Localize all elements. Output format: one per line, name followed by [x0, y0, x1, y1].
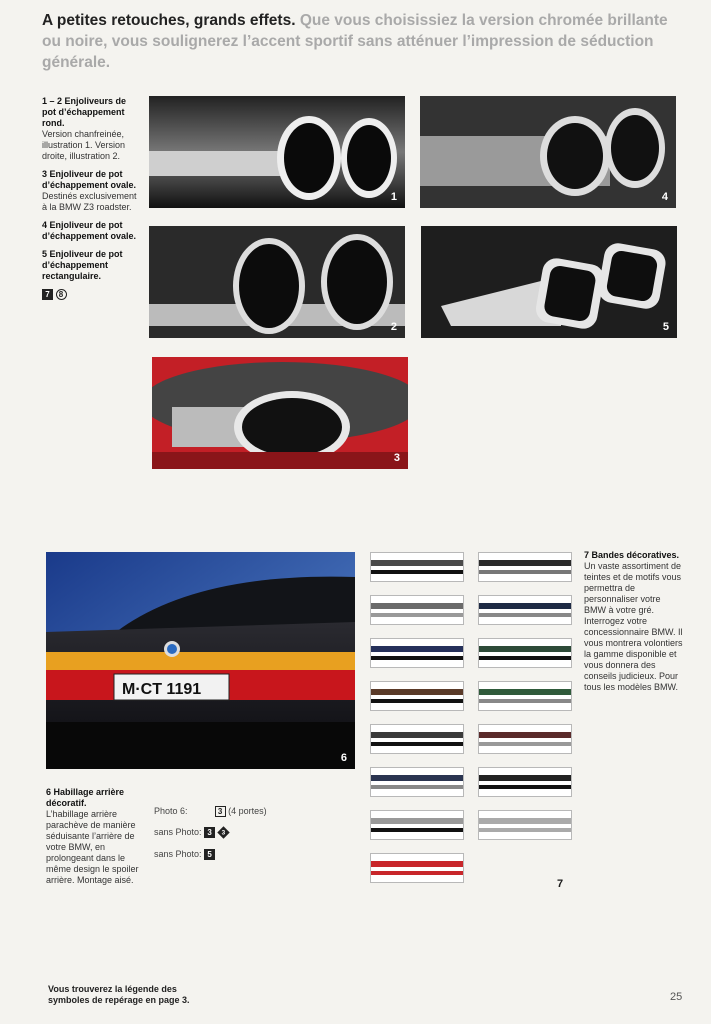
- color-swatch: [370, 724, 464, 754]
- headline-main: A petites retouches, grands effets.: [42, 12, 296, 29]
- caption-3-body: Destinés exclusivement à la BMW Z3 roadster.: [42, 191, 137, 212]
- photo6-ref-2: [154, 827, 229, 838]
- stripe-secondary: [371, 742, 463, 746]
- caption-7: [584, 550, 684, 693]
- color-swatch: [370, 810, 464, 840]
- ref-label: Photo 6:: [154, 806, 188, 816]
- stripe-secondary: [371, 613, 463, 617]
- color-swatch: [370, 767, 464, 797]
- stripe-primary: [479, 646, 571, 652]
- color-swatch: [478, 595, 572, 625]
- color-swatch: [370, 595, 464, 625]
- stripe-secondary: [371, 785, 463, 789]
- license-plate: M·CT 1191: [122, 681, 202, 698]
- photo6-ref-1: [154, 806, 267, 817]
- photo-number: 1: [390, 191, 397, 203]
- photo-2-exhaust-round-straight: [149, 226, 405, 338]
- stripe-secondary: [371, 871, 463, 875]
- caption-4-title: 4 Enjoliveur de pot d’échappement ovale.: [42, 220, 137, 241]
- bmw-rear-image: [46, 552, 355, 769]
- photo6-ref-3: [154, 849, 215, 860]
- exhaust-image-5: [421, 226, 677, 338]
- stripe-primary: [371, 646, 463, 652]
- symbol-square: 5: [204, 849, 215, 860]
- photo-number: 5: [662, 321, 669, 333]
- swatch-figure-number: 7: [557, 878, 564, 890]
- color-swatch: [370, 552, 464, 582]
- stripe-primary: [479, 732, 571, 738]
- symbol-diamond: 3: [217, 826, 229, 838]
- ref-text: (4 portes): [228, 806, 267, 816]
- stripe-secondary: [479, 699, 571, 703]
- stripe-primary: [371, 560, 463, 566]
- stripe-secondary: [479, 742, 571, 746]
- exhaust-image-2: [149, 226, 405, 338]
- color-swatch: [478, 767, 572, 797]
- stripe-primary: [371, 775, 463, 781]
- color-swatch: [370, 681, 464, 711]
- color-swatch: [370, 853, 464, 883]
- headline-sub: Que vous choisissiez la version chromée brillante ou noire, vous soulignerez l’accent sportif sans atténuer l’impression de séduction générale.: [42, 12, 668, 71]
- stripe-primary: [479, 560, 571, 566]
- stripe-primary: [371, 861, 463, 867]
- stripe-primary: [479, 603, 571, 609]
- stripe-secondary: [371, 656, 463, 660]
- photo-6-rear-trim: [46, 552, 355, 769]
- stripe-primary: [371, 818, 463, 824]
- caption-1-2-title: 1 – 2 Enjoliveurs de pot d’échappement rond.: [42, 96, 127, 128]
- photo-number: 3: [393, 452, 400, 464]
- stripe-secondary: [479, 828, 571, 832]
- caption-6-title: 6 Habillage arrière décoratif.: [46, 787, 125, 808]
- stripe-primary: [371, 603, 463, 609]
- stripe-secondary: [479, 785, 571, 789]
- caption-6: [46, 787, 146, 886]
- stripe-secondary: [479, 613, 571, 617]
- photo-1-exhaust-round-chamfered: [149, 96, 405, 208]
- exhaust-image-1: [149, 96, 405, 208]
- stripe-secondary: [371, 570, 463, 574]
- stripe-primary: [479, 818, 571, 824]
- photo-number: 6: [340, 752, 347, 764]
- caption-7-title: 7 Bandes décoratives.: [584, 550, 680, 560]
- caption-5-title: 5 Enjoliveur de pot d’échappement rectangulaire.: [42, 249, 123, 281]
- page-number: 25: [670, 991, 683, 1003]
- stripe-secondary: [479, 656, 571, 660]
- ref-label: sans Photo:: [154, 827, 202, 837]
- headline: [42, 10, 672, 73]
- photo-5-exhaust-rectangular: [421, 226, 677, 338]
- stripe-secondary: [371, 699, 463, 703]
- color-swatch: [478, 724, 572, 754]
- stripe-secondary: [479, 570, 571, 574]
- symbol-row: [42, 289, 142, 300]
- footer-note: Vous trouverez la légende des symboles de repérage en page 3.: [48, 984, 190, 1005]
- color-swatch: [478, 810, 572, 840]
- color-swatch: [478, 638, 572, 668]
- stripe-secondary: [371, 828, 463, 832]
- ref-label: sans Photo:: [154, 849, 202, 859]
- caption-3-title: 3 Enjoliveur de pot d’échappement ovale.: [42, 169, 137, 190]
- caption-7-body: Un vaste assortiment de teintes et de motifs vous permettra de personnaliser votre BMW à votre gré. Interrogez votre concessionnaire BMW. Il vous montrera volontiers la gamme disponible et vous donnera des conseils judicieux. Pour tous les modèles BMW.: [584, 561, 683, 692]
- symbol-circle: 8: [56, 289, 67, 300]
- captions-exhaust: [42, 96, 142, 300]
- symbol-square: 3: [204, 827, 215, 838]
- stripe-primary: [479, 689, 571, 695]
- photo-4-exhaust-oval: [420, 96, 676, 208]
- photo-number: 2: [390, 321, 397, 333]
- photo-3-exhaust-oval-z3: [152, 357, 408, 469]
- stripe-primary: [479, 775, 571, 781]
- color-swatch: [370, 638, 464, 668]
- exhaust-image-3: [152, 357, 408, 469]
- stripe-primary: [371, 689, 463, 695]
- photo-number: 4: [661, 191, 668, 203]
- color-swatch: [478, 681, 572, 711]
- exhaust-image-4: [420, 96, 676, 208]
- caption-1-2-body: Version chanfreinée, illustration 1. Version droite, illustration 2.: [42, 129, 126, 161]
- caption-6-body: L’habillage arrière parachève de manière séduisante l’arrière de votre BMW, en prolongeant dans le même design le spoiler arrière. Montage aisé.: [46, 809, 139, 885]
- color-swatch: [478, 552, 572, 582]
- stripe-primary: [371, 732, 463, 738]
- symbol-square: 7: [42, 289, 53, 300]
- symbol-box: 3: [215, 806, 226, 817]
